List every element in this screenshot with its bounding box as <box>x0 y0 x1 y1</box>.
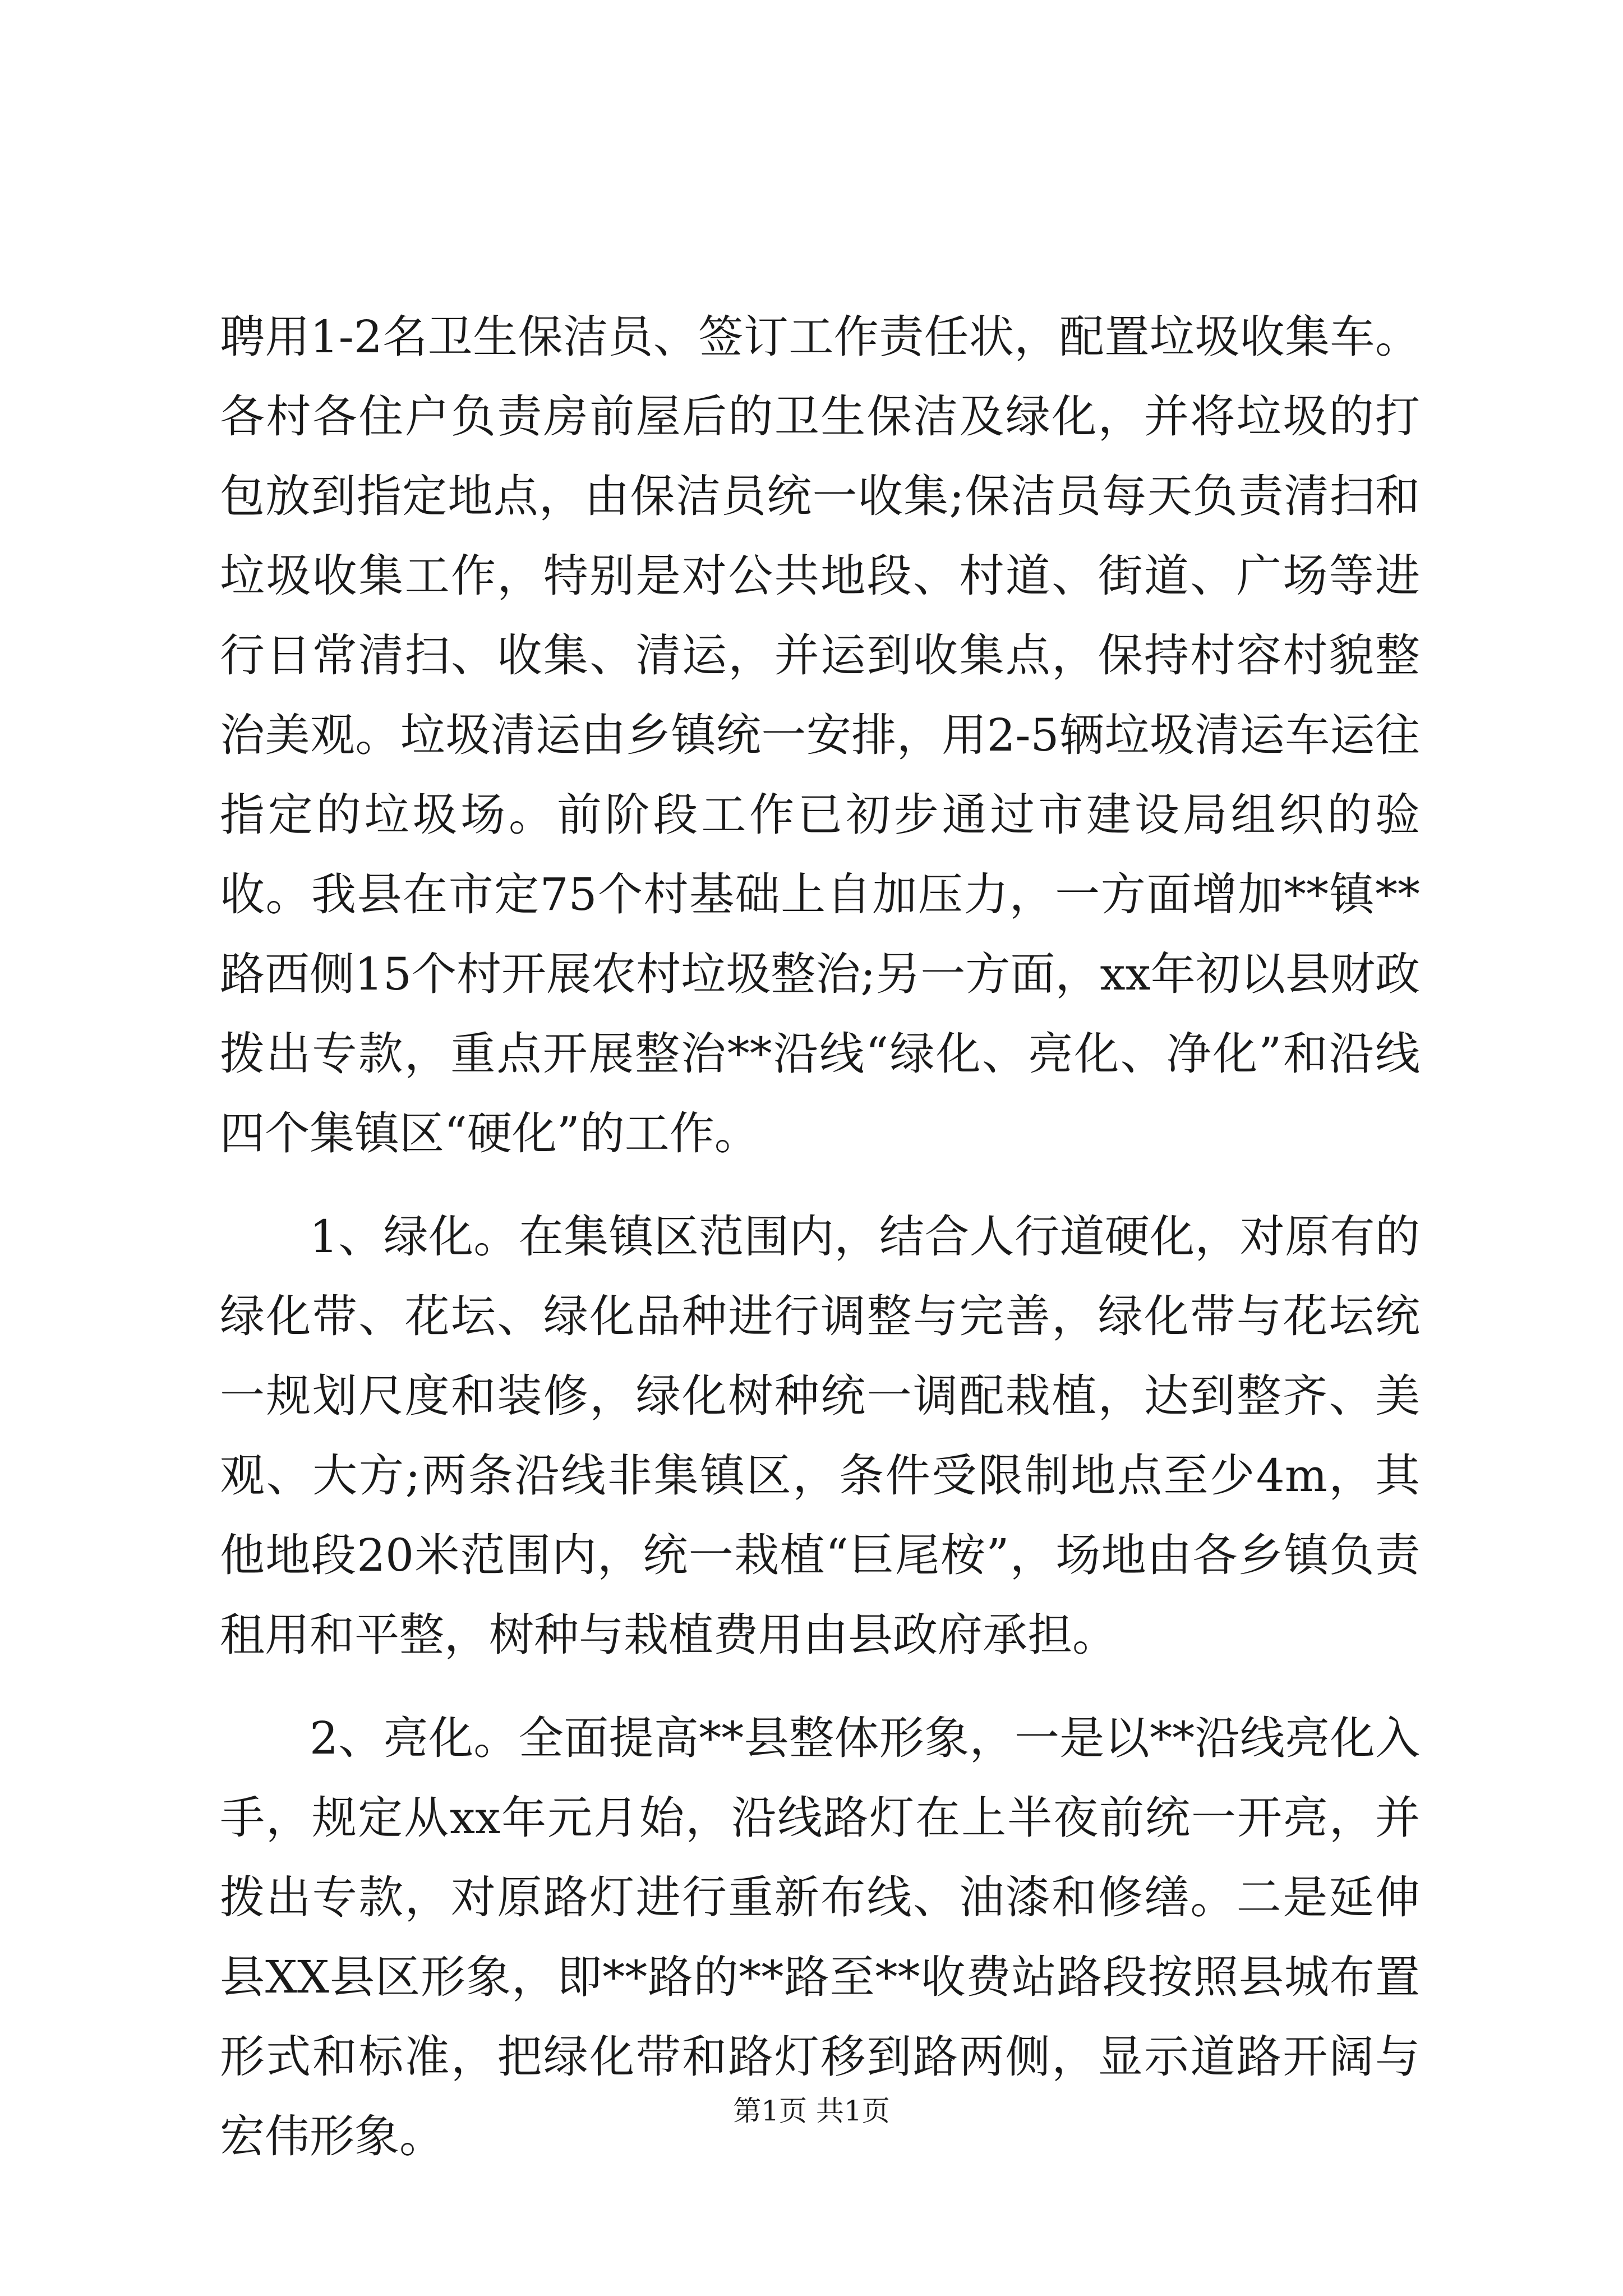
paragraph-continued: 聘用1-2名卫生保洁员、签订工作责任状，配置垃圾收集车。各村各住户负责房前屋后的卫生保洁及绿化，并将垃圾的打包放到指定地点，由保洁员统一收集;保洁员每天负责清扫和垃圾收集工作，特别是对公共地段、村道、街道、广场等进行日常清扫、收集、清运，并运到收集点，保持村容村貌整治美观。垃圾清运由乡镇统一安排，用2-5辆垃圾清运车运往指定的垃圾场。前阶段工作已初步通过市建设局组织的验收。我县在市定75个村基础上自加压力，一方面增加**镇**路西侧15个村开展农村垃圾整治;另一方面，xx年初以县财政拨出专款，重点开展整治**沿线“绿化、亮化、净化”和沿线四个集镇区“硬化”的工作。 <box>220 311 1420 1159</box>
paragraph-greening: 1、绿化。在集镇区范围内，结合人行道硬化，对原有的绿化带、花坛、绿化品种进行调整与完善，绿化带与花坛统一规划尺度和装修，绿化树种统一调配栽植，达到整齐、美观、大方;两条沿线非集镇区，条件受限制地点至少4m，其他地段20米范围内，统一栽植“巨尾桉”，场地由各乡镇负责租用和平整，树种与栽植费用由县政府承担。 <box>220 1211 1420 1661</box>
paragraph-lighting: 2、亮化。全面提高**县整体形象，一是以**沿线亮化入手，规定从xx年元月始，沿线路灯在上半夜前统一开亮，并拨出专款，对原路灯进行重新布线、油漆和修缮。二是延伸县XX县区形象，即**路的**路至**收费站路段按照县城布置形式和标准，把绿化带和路灯移到路两侧，显示道路开阔与宏伟形象。 <box>220 1712 1420 2162</box>
document-body <box>220 297 1420 2200</box>
page-footer: 第1页 共1页 <box>733 2095 890 2127</box>
